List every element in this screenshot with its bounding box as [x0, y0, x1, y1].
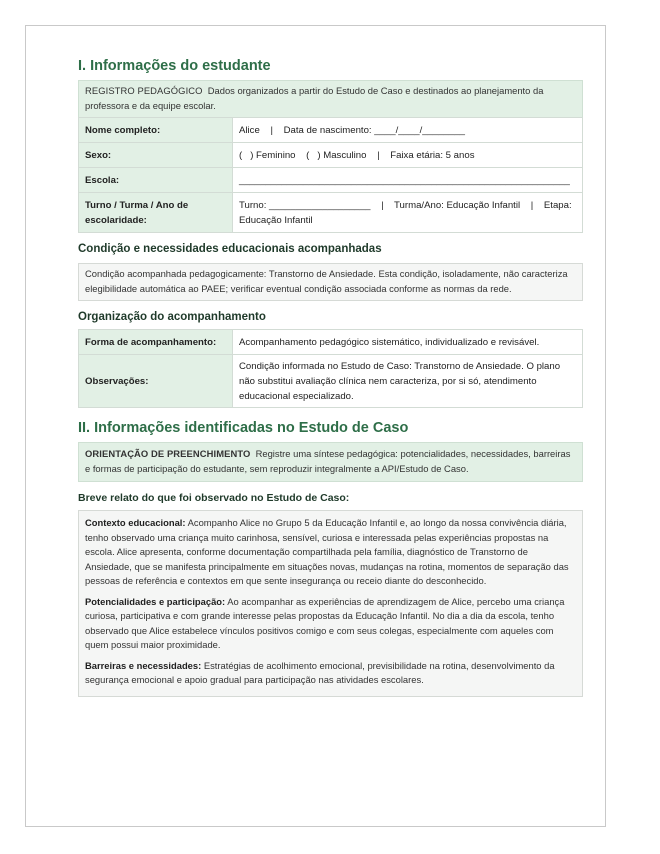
organization-title: Organização do acompanhamento	[78, 311, 266, 323]
section-2-title: II. Informações identificadas no Estudo de Caso	[78, 420, 409, 436]
condition-box	[78, 263, 583, 301]
condition-title: Condição e necessidades educacionais acompanhadas	[78, 243, 382, 255]
note-text: Registre uma síntese pedagógica: potencialidades, necessidades, barreiras e formas de participação do estudante, sem reproduzir integralmente a API/Estudo de Caso.	[85, 448, 571, 474]
row-label: Escola:	[79, 168, 233, 193]
row-value: Condição informada no Estudo de Caso: Transtorno de Ansiedade. O plano não substitui avaliação clínica nem caracteriza, por si só, atendimento educacional especializado.	[233, 355, 583, 408]
paragraph-text: Ao acompanhar as experiências de aprendizagem de Alice, percebo uma criança curiosa, participativa e com grande interesse pelas propostas da Educação Infantil. No dia a dia da escola, tenho observado que Alice estabelece vínculos positivos comigo e com seus colegas, especialmente com aqueles com quem possui maior proximidade.	[85, 595, 565, 650]
row-label: Nome completo:	[79, 118, 233, 143]
table-row	[79, 118, 583, 143]
row-label: Forma de acompanhamento:	[79, 330, 233, 355]
section-1-title: I. Informações do estudante	[78, 58, 271, 74]
table-row	[79, 355, 583, 408]
note-label: REGISTRO PEDAGÓGICO	[85, 85, 203, 96]
row-value: ______________________________________________________________	[233, 168, 583, 193]
table-row	[79, 143, 583, 168]
paragraph-label: Contexto educacional:	[85, 517, 186, 528]
organization-table	[78, 329, 583, 408]
pedagogical-record-note	[78, 80, 583, 117]
note-label: ORIENTAÇÃO DE PREENCHIMENTO	[85, 448, 251, 459]
case-report-box	[78, 510, 583, 697]
document-content	[78, 58, 583, 697]
table-row	[79, 168, 583, 193]
report-paragraph	[85, 516, 576, 589]
row-value: Turno: ___________________ | Turma/Ano: Educação Infantil | Etapa: Educação Infantil	[233, 193, 583, 233]
row-value: Alice | Data de nascimento: ____/____/________	[233, 118, 583, 143]
row-value: ( ) Feminino ( ) Masculino | Faixa etária: 5 anos	[233, 143, 583, 168]
report-paragraph	[85, 659, 576, 688]
condition-text: Condição acompanhada pedagogicamente: Transtorno de Ansiedade. Esta condição, isoladamente, não caracteriza elegibilidade automática ao PAEE; verificar eventual condição associada conforme as normas da rede.	[85, 268, 568, 294]
table-row	[79, 330, 583, 355]
row-label: Observações:	[79, 355, 233, 408]
paragraph-text: Acompanho Alice no Grupo 5 da Educação Infantil e, ao longo da nossa convivência diária, tenho observado uma criança muito carinhosa, sensível, curiosa e interessada pelas experiências propostas na escola. Alice apresenta, conforme documentação compartilhada pela família, diagnóstico de Transtorno de Ansiedade, que se manifesta principalmente em situações novas, mudanças na rotina, momentos de separação das pessoas de referência e contextos em que sente insegurança ou receio diante do desconhecido.	[85, 517, 569, 586]
paragraph-label: Potencialidades e participação:	[85, 595, 226, 607]
table-row	[79, 193, 583, 233]
student-info-table	[78, 117, 583, 233]
row-value: Acompanhamento pedagógico sistemático, individualizado e revisável.	[233, 330, 583, 355]
note-text: Dados organizados a partir do Estudo de Caso e destinados ao planejamento da professora e da equipe escolar.	[85, 85, 544, 111]
filling-guidance-note	[78, 442, 583, 482]
paragraph-text: Estratégias de acolhimento emocional, previsibilidade na rotina, desenvolvimento da segurança emocional e apoio gradual para participação nas atividades escolares.	[85, 659, 555, 685]
report-title: Breve relato do que foi observado no Estudo de Caso:	[78, 492, 350, 504]
document-page	[25, 25, 606, 827]
paragraph-label: Barreiras e necessidades:	[85, 659, 202, 671]
row-label: Sexo:	[79, 143, 233, 168]
report-paragraph	[85, 595, 576, 653]
row-label: Turno / Turma / Ano de escolaridade:	[79, 193, 233, 233]
